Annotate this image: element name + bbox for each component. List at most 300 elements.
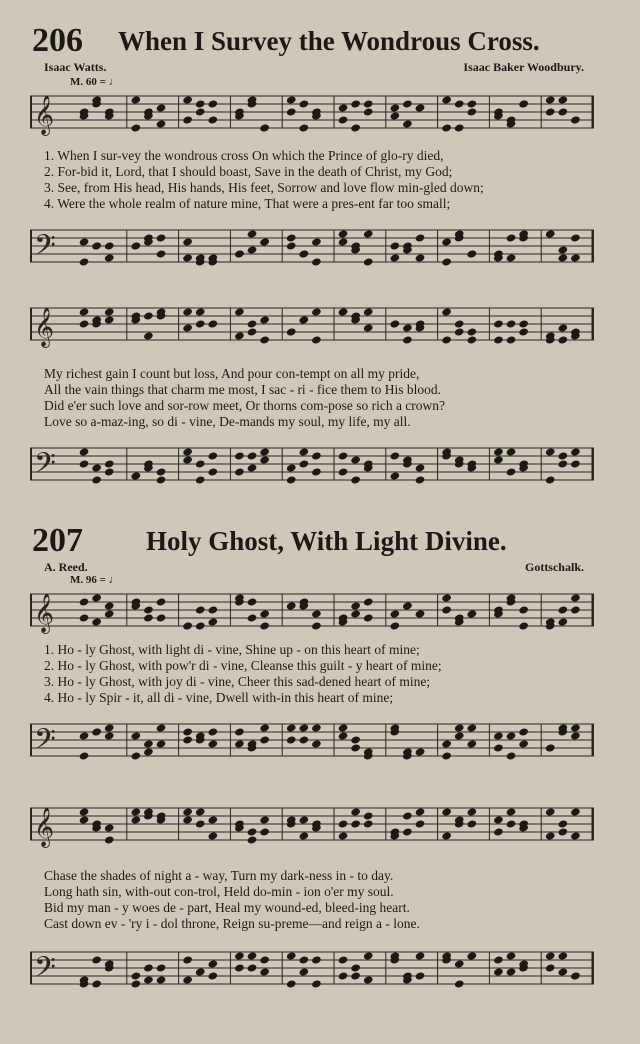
treble-clef-icon: 𝄞 [34,95,55,135]
note-head [493,955,504,964]
bass-staff-system [30,222,594,278]
verse-line: 3. See, from His head, His hands, His feet, Sorrow and love flow min-gled down; [44,180,484,195]
note-head [234,951,245,960]
note-head [441,307,452,316]
treble-clef-icon: 𝄞 [34,807,55,847]
note-head [182,955,193,964]
note-head [363,257,374,266]
note-head [298,815,309,824]
note-head [207,971,218,980]
note-head [518,605,529,614]
note-head [518,319,529,328]
note-head [247,319,258,328]
note-head [104,723,115,732]
note-head [130,815,141,824]
note-head [454,327,465,336]
note-head [286,107,297,116]
note-head [466,951,477,960]
note-head [156,467,167,476]
bass-clef-icon: 𝄢 [34,447,56,487]
note-head [259,827,270,836]
note-head [493,967,504,976]
note-head [130,979,141,988]
note-head [389,103,400,112]
note-head [286,233,297,242]
note-head [286,241,297,250]
note-head [350,475,361,484]
note-head [247,451,258,460]
note-head [338,115,349,124]
note-head [363,107,374,116]
note-head [234,467,245,476]
verse-line: Bid my man - y woes de - part, Heal my wound-ed, bleed-ing heart. [44,900,410,915]
note-head [389,253,400,262]
note-head [338,229,349,238]
note-head [311,335,322,344]
note-head [182,807,193,816]
note-head [493,827,504,836]
note-head [143,613,154,622]
verse-line: Did e'er such love and sor-row meet, Or thorns com-pose so rich a crown? [44,398,446,413]
note-head [182,95,193,104]
note-head [350,455,361,464]
note-head [130,807,141,816]
note-head [195,819,206,828]
note-head [195,319,206,328]
note-head [363,613,374,622]
note-head [311,609,322,618]
note-head [466,739,477,748]
note-head [441,95,452,104]
note-head [545,831,556,840]
note-head [466,327,477,336]
note-head [441,237,452,246]
note-head [570,459,581,468]
bass-staff-system [30,440,594,496]
note-head [402,827,413,836]
note-head [338,237,349,246]
verse-line: Chase the shades of night a - way, Turn my dark-ness in - to day. [44,868,394,883]
note-head [311,955,322,964]
note-head [466,99,477,108]
music-credit: Gottschalk. [524,560,584,574]
note-head [557,335,568,344]
note-head [91,593,102,602]
hymn-number: 206 [32,22,83,59]
note-head [259,609,270,618]
note-head [195,967,206,976]
note-head [130,751,141,760]
note-head [557,605,568,614]
note-head [350,963,361,972]
note-head [130,971,141,980]
note-head [247,597,258,606]
words-credit: Isaac Watts. [44,60,107,74]
note-head [493,455,504,464]
note-head [557,819,568,828]
metronome-label: M. 96 = [70,574,106,586]
note-head [557,951,568,960]
hymn-title: When I Survey the Wondrous Cross. [118,26,540,56]
note-head [91,727,102,736]
note-head [259,955,270,964]
note-head [518,327,529,336]
note-head [415,609,426,618]
note-head [259,315,270,324]
note-head [259,723,270,732]
note-head [79,307,90,316]
note-head [79,597,90,606]
note-head [234,739,245,748]
note-head [338,819,349,828]
note-head [389,319,400,328]
note-head [506,951,517,960]
note-head [104,731,115,740]
note-head [493,743,504,752]
treble-staff-system [30,586,594,642]
note-head [441,739,452,748]
note-head [338,451,349,460]
note-head [259,621,270,630]
note-head [247,951,258,960]
quarter-note-icon: ♩ [108,574,120,586]
note-head [493,447,504,456]
note-head [207,99,218,108]
note-head [545,963,556,972]
note-head [363,597,374,606]
note-head [441,751,452,760]
note-head [493,731,504,740]
note-head [143,747,154,756]
note-head [518,727,529,736]
verse-line: All the vain things that charm me most, I sac - ri - fice them to His blood. [44,382,442,397]
note-head [415,951,426,960]
note-head [557,95,568,104]
note-head [363,811,374,820]
note-head [441,605,452,614]
note-head [454,123,465,132]
note-head [207,727,218,736]
note-head [104,253,115,262]
note-head [466,335,477,344]
note-head [557,245,568,254]
note-head [156,249,167,258]
note-head [311,621,322,630]
note-head [79,613,90,622]
note-head [350,735,361,744]
note-head [415,233,426,242]
note-head [207,467,218,476]
note-head [156,103,167,112]
note-head [402,601,413,610]
note-head [207,959,218,968]
note-head [311,467,322,476]
verse-line: My richest gain I count but loss, And pour con-tempt on all my pride, [44,366,420,381]
note-head [182,307,193,316]
note-head [441,807,452,816]
note-head [298,123,309,132]
note-head [338,955,349,964]
note-head [466,249,477,258]
note-head [298,447,309,456]
note-head [506,467,517,476]
note-head [518,99,529,108]
bass-staff-system [30,944,594,1000]
note-head [286,951,297,960]
note-head [234,451,245,460]
note-head [91,241,102,250]
note-head [247,229,258,238]
note-head [557,451,568,460]
note-head [545,447,556,456]
note-head [389,241,400,250]
note-head [104,823,115,832]
note-head [207,831,218,840]
note-head [402,811,413,820]
note-head [311,237,322,246]
note-head [363,229,374,238]
note-head [79,731,90,740]
note-head [195,475,206,484]
note-head [518,739,529,748]
note-head [363,819,374,828]
note-head [156,739,167,748]
note-head [259,455,270,464]
note-head [156,975,167,984]
note-head [130,241,141,250]
note-head [506,819,517,828]
note-head [338,467,349,476]
verse-line: Cast down ev - 'ry i - dol throne, Reign su-preme—and reign a - lone. [44,916,420,931]
note-head [130,95,141,104]
note-head [506,253,517,262]
note-head [195,605,206,614]
note-head [570,447,581,456]
words-credit: A. Reed. [44,560,88,574]
note-head [506,447,517,456]
verse-line: 2. For-bid it, Lord, that I should boast, Save in the death of Christ, my God; [44,164,453,179]
treble-staff-system [30,800,594,856]
note-head [234,249,245,258]
note-head [311,451,322,460]
note-head [441,593,452,602]
note-head [104,835,115,844]
treble-clef-icon: 𝄞 [34,593,55,633]
note-head [195,99,206,108]
note-head [570,807,581,816]
note-head [350,123,361,132]
note-head [286,475,297,484]
note-head [493,335,504,344]
note-head [91,979,102,988]
note-head [415,819,426,828]
note-head [143,605,154,614]
note-head [79,257,90,266]
note-head [415,807,426,816]
note-head [298,955,309,964]
note-head [247,613,258,622]
note-head [311,739,322,748]
note-head [207,739,218,748]
note-head [506,335,517,344]
note-head [350,971,361,980]
note-head [363,99,374,108]
metronome-label: M. 60 = [70,76,106,88]
note-head [350,99,361,108]
note-head [402,99,413,108]
note-head [363,951,374,960]
note-head [195,807,206,816]
note-head [389,621,400,630]
note-head [466,107,477,116]
note-head [570,233,581,242]
note-head [247,835,258,844]
note-head [79,751,90,760]
note-head [570,831,581,840]
note-head [298,735,309,744]
note-head [570,731,581,740]
note-head [143,963,154,972]
note-head [298,723,309,732]
note-head [182,253,193,262]
note-head [389,471,400,480]
note-head [454,723,465,732]
note-head [156,613,167,622]
note-head [415,475,426,484]
note-head [79,815,90,824]
note-head [298,249,309,258]
note-head [195,307,206,316]
note-head [104,601,115,610]
note-head [311,979,322,988]
note-head [557,827,568,836]
note-head [298,315,309,324]
note-head [259,967,270,976]
note-head [389,609,400,618]
note-head [247,963,258,972]
note-head [570,971,581,980]
note-head [454,979,465,988]
note-head [441,257,452,266]
note-head [79,447,90,456]
note-head [402,323,413,332]
note-head [104,609,115,618]
treble-clef-icon: 𝄞 [34,307,55,347]
note-head [143,975,154,984]
note-head [91,617,102,626]
note-head [415,747,426,756]
bass-clef-icon: 𝄢 [34,723,56,763]
note-head [156,723,167,732]
note-head [286,735,297,744]
note-head [182,621,193,630]
note-head [286,723,297,732]
note-head [195,621,206,630]
note-head [91,463,102,472]
note-head [363,307,374,316]
verse-line: 4. Ho - ly Spir - it, all di - vine, Dwell with-in this heart of mine; [44,690,394,705]
note-head [156,119,167,128]
note-head [195,107,206,116]
note-head [91,955,102,964]
note-head [545,107,556,116]
note-head [338,971,349,980]
note-head [182,975,193,984]
note-head [79,459,90,468]
note-head [557,967,568,976]
note-head [286,979,297,988]
note-head [557,107,568,116]
note-head [234,331,245,340]
note-head [143,331,154,340]
note-head [441,123,452,132]
note-head [338,831,349,840]
note-head [247,463,258,472]
note-head [545,951,556,960]
note-head [286,601,297,610]
note-head [156,597,167,606]
note-head [130,731,141,740]
note-head [415,463,426,472]
note-head [454,99,465,108]
note-head [207,115,218,124]
note-head [182,815,193,824]
note-head [104,241,115,250]
note-head [259,447,270,456]
note-head [545,229,556,238]
note-head [506,233,517,242]
note-head [466,723,477,732]
music-credit: Isaac Baker Woodbury. [463,60,584,74]
treble-staff-system [30,300,594,356]
note-head [545,743,556,752]
note-head [545,475,556,484]
quarter-note-icon: ♩ [108,76,120,88]
note-head [207,451,218,460]
note-head [182,727,193,736]
note-head [557,253,568,262]
note-head [466,819,477,828]
note-head [338,723,349,732]
note-head [415,971,426,980]
note-head [570,253,581,262]
note-head [207,617,218,626]
note-head [518,621,529,630]
note-head [493,815,504,824]
note-head [104,315,115,324]
note-head [545,95,556,104]
verse-line: 2. Ho - ly Ghost, with pow'r di - vine, Cleanse this guilt - y heart of mine; [44,658,442,673]
note-head [557,617,568,626]
note-head [466,807,477,816]
note-head [298,459,309,468]
note-head [570,115,581,124]
note-head [466,609,477,618]
note-head [311,257,322,266]
note-head [259,335,270,344]
note-head [182,237,193,246]
note-head [156,963,167,972]
metronome-mark [70,574,120,586]
note-head [338,103,349,112]
hymn-title: Holy Ghost, With Light Divine. [146,526,507,556]
note-head [156,475,167,484]
note-head [247,245,258,254]
note-head [259,815,270,824]
note-head [286,95,297,104]
note-head [143,739,154,748]
note-head [104,307,115,316]
